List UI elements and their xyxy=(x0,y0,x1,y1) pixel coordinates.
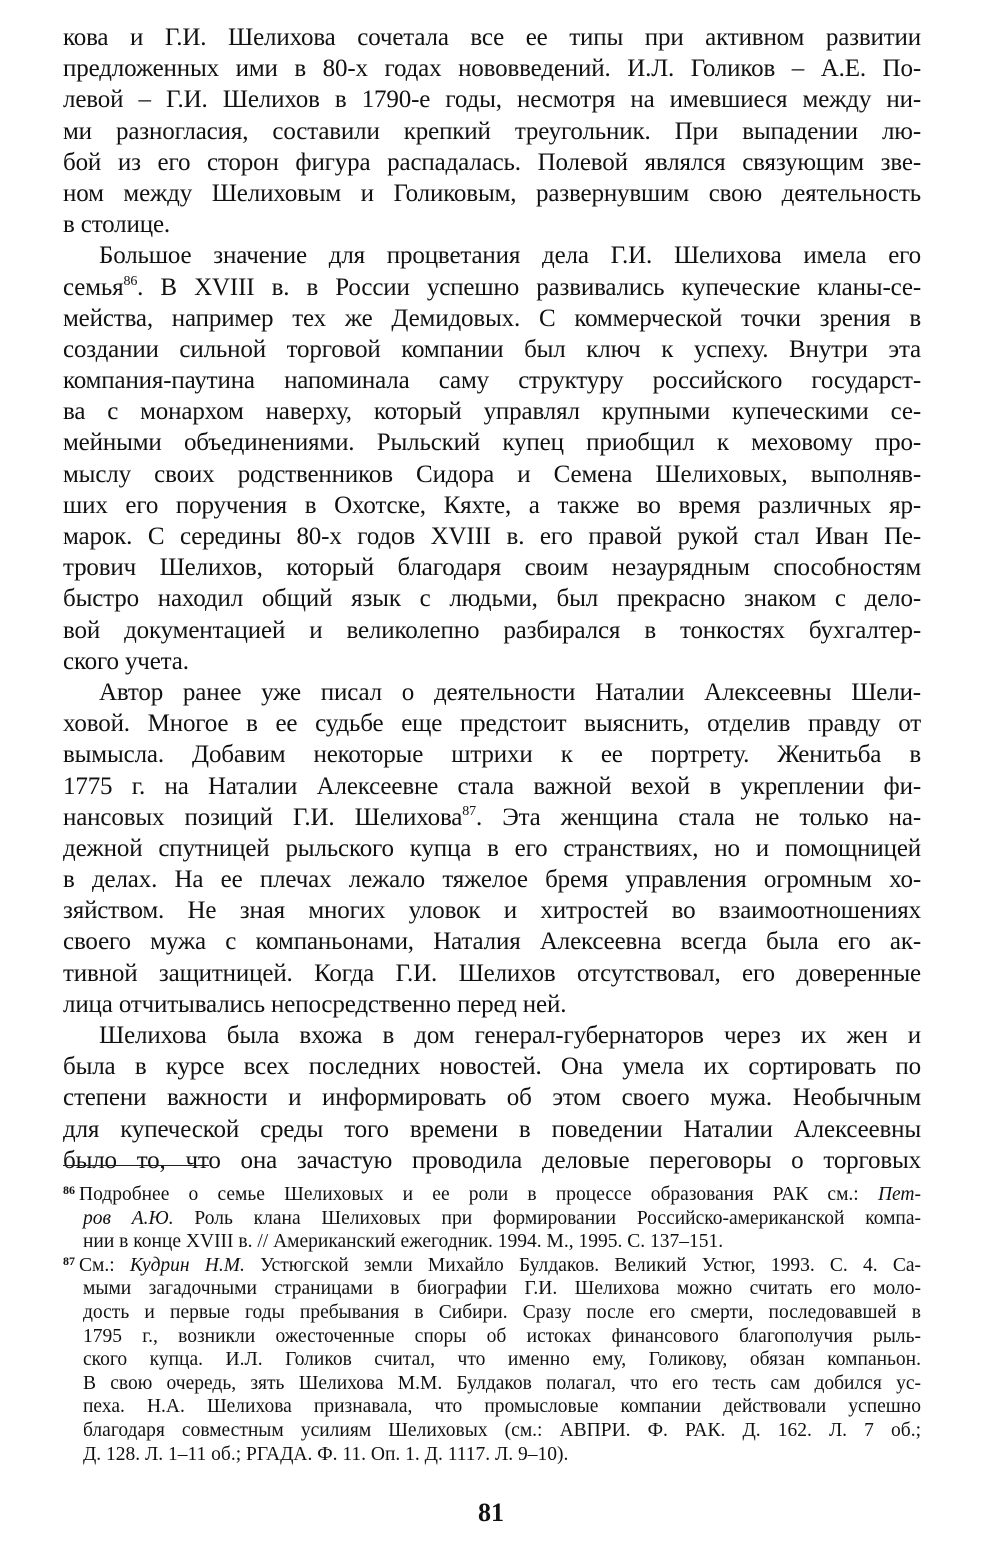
text-line: ского учета. xyxy=(63,647,189,675)
text-line: лица отчитывались непосредственно перед ней. xyxy=(63,990,567,1018)
footnote-line: 1795 г., возникли ожесточенные споры об истоках финансового благополучия рыль- xyxy=(83,1325,921,1347)
footnote-line: благодаря совместным усилиям Шелиховых (см.: АВПРИ. Ф. РАК. Д. 162. Л. 7 об.; xyxy=(83,1419,921,1441)
text-fragment: . В XVIII в. в России успешно развивались купеческие кланы-се- xyxy=(137,273,921,301)
footnote-number: 86 xyxy=(63,1183,75,1197)
text-line: марок. С середины 80-х годов XVIII в. его правой рукой стал Иван Пе- xyxy=(63,523,921,550)
text-line: ва с монархом наверху, который управлял крупными купеческими се- xyxy=(63,398,921,426)
text-line: предложенных ими в 80-х годах нововведений. И.Л. Голиков – А.Е. По- xyxy=(63,55,921,83)
footnote-ref[interactable]: 86 xyxy=(123,273,138,289)
footnote-line: ского купца. И.Л. Голиков считал, что именно ему, Голикову, обязан компаньон. xyxy=(83,1349,921,1371)
text-line: было то, что она зачастую проводила деловые переговоры о торговых xyxy=(63,1146,921,1174)
paragraph xyxy=(63,677,921,1020)
footnotes xyxy=(63,1183,921,1466)
footnote-line: В свою очередь, зять Шелихова М.М. Булдаков полагал, что его тесть сам добился ус- xyxy=(83,1372,921,1394)
text-line: мейства, например тех же Демидовых. С коммерческой точки зрения в xyxy=(63,304,921,332)
page-number: 81 xyxy=(478,1498,504,1527)
footnote-ref[interactable]: 87 xyxy=(462,803,476,819)
text-line: Автор ранее уже писал о деятельности Наталии Алексеевны Шели- xyxy=(99,678,921,706)
text-fragment: Устюгской земли Михайло Булдаков. Великий Устюг, 1993. С. 4. Са- xyxy=(244,1254,922,1276)
text-line: тивной защитницей. Когда Г.И. Шелихов отсутствовал, его доверенные xyxy=(63,959,921,987)
text-line: зяйством. Не зная многих уловок и хитростей во взаимоотношениях xyxy=(63,897,921,925)
text-line: ми разногласия, составили крепкий треугольник. При выпадении лю- xyxy=(63,117,921,145)
footnote-separator xyxy=(63,1165,209,1166)
text-line: вой документацией и великолепно разбирался в тонкостях бухгалтер- xyxy=(63,616,921,644)
text-line: трович Шелихов, который благодаря своим незаурядным способностям xyxy=(63,554,921,582)
text-line xyxy=(63,802,921,833)
text-line: вымысла. Добавим некоторые штрихи к ее портрету. Женитьба в xyxy=(63,741,921,769)
text-line: создании сильной торговой компании был ключ к успеху. Внутри эта xyxy=(63,335,921,363)
paragraph xyxy=(63,240,921,677)
text-line: в столице. xyxy=(63,211,170,239)
text-fragment: См.: xyxy=(79,1254,130,1276)
text-line: мыслу своих родственников Сидора и Семена Шелиховых, выполняв- xyxy=(63,460,921,488)
main-text xyxy=(63,22,921,1176)
text-line: компания-паутина напоминала саму структуру российского государст- xyxy=(63,367,921,395)
text-fragment: нансовых позиций Г.И. Шелихова xyxy=(63,803,463,831)
text-line: дежной спутницей рыльского купца в его странствиях, но и помощницей xyxy=(63,834,921,862)
text-fragment: Роль клана Шелиховых при формировании Российско-американской компа- xyxy=(173,1207,921,1229)
text-line: в делах. На ее плечах лежало тяжелое бремя управления огромным хо- xyxy=(63,866,921,894)
text-line: ном между Шелиховым и Голиковым, развернувшим свою деятельность xyxy=(63,179,921,207)
footnote xyxy=(63,1254,921,1466)
text-line: Большое значение для процветания дела Г.И. Шелихова имела его xyxy=(99,242,921,270)
text-line: Шелихова была вхожа в дом генерал-губернаторов через их жен и xyxy=(99,1022,921,1049)
text-line: для купеческой среды того времени в поведении Наталии Алексеевны xyxy=(63,1115,921,1143)
text-line: бой из его сторон фигура распадалась. Полевой являлся связующим зве- xyxy=(63,148,921,176)
text-line: степени важности и информировать об этом своего мужа. Необычным xyxy=(63,1084,921,1112)
text-line xyxy=(63,272,921,303)
text-line: быстро находил общий язык с людьми, был прекрасно знаком с дело- xyxy=(63,585,921,613)
text-line: мейными объединениями. Рыльский купец приобщил к меховому про- xyxy=(63,429,921,457)
author-name: Кудрин Н.М. xyxy=(129,1254,245,1276)
text-line: ших его поручения в Охотске, Кяхте, а также во время различных яр- xyxy=(63,491,921,519)
footnote-line: мыми загадочными страницами в биографии Г.И. Шелихова можно считать его моло- xyxy=(83,1278,921,1300)
footnote-line xyxy=(63,1207,921,1231)
text-line: ховой. Многое в ее судьбе еще предстоит выяснить, отделив правду от xyxy=(63,710,921,738)
footnote-line: нии в конце XVIII в. // Американский ежегодник. 1994. М., 1995. С. 137–151. xyxy=(83,1231,724,1253)
text-fragment: . Эта женщина стала не только на- xyxy=(475,803,921,831)
text-line: своего мужа с компаньонами, Наталия Алексеевна всегда была его ак- xyxy=(63,928,921,956)
footnote-line xyxy=(63,1254,921,1278)
text-line: 1775 г. на Наталии Алексеевне стала важной вехой в укреплении фи- xyxy=(63,772,921,800)
paragraph xyxy=(63,1020,921,1176)
text-line: левой – Г.И. Шелихов в 1790-е годы, несмотря на имевшиеся между ни- xyxy=(63,86,921,114)
author-name: Пет- xyxy=(877,1184,921,1205)
text-fragment: Подробнее о семье Шелиховых и ее роли в процессе образования РАК см.: xyxy=(79,1184,878,1205)
footnote xyxy=(63,1183,921,1254)
author-name: ров А.Ю. xyxy=(83,1207,174,1229)
footnote-line: дость и первые годы пребывания в Сибири. Сразу после его смерти, последовавшей в xyxy=(83,1301,921,1323)
text-fragment: семья xyxy=(63,273,124,301)
footnote-number: 87 xyxy=(63,1253,75,1268)
text-line: была в курсе всех последних новостей. Она умела их сортировать по xyxy=(63,1053,921,1081)
text-line: кова и Г.И. Шелихова сочетала все ее типы при активном развитии xyxy=(63,24,921,51)
footnote-line xyxy=(63,1183,921,1207)
footnote-line: Д. 128. Л. 1–11 об.; РГАДА. Ф. 11. Оп. 1. Д. 1117. Л. 9–10). xyxy=(83,1443,569,1465)
paragraph xyxy=(63,22,921,240)
footnote-line: пеха. Н.А. Шелихова признавала, что промысловые компании действовали успешно xyxy=(83,1396,921,1418)
